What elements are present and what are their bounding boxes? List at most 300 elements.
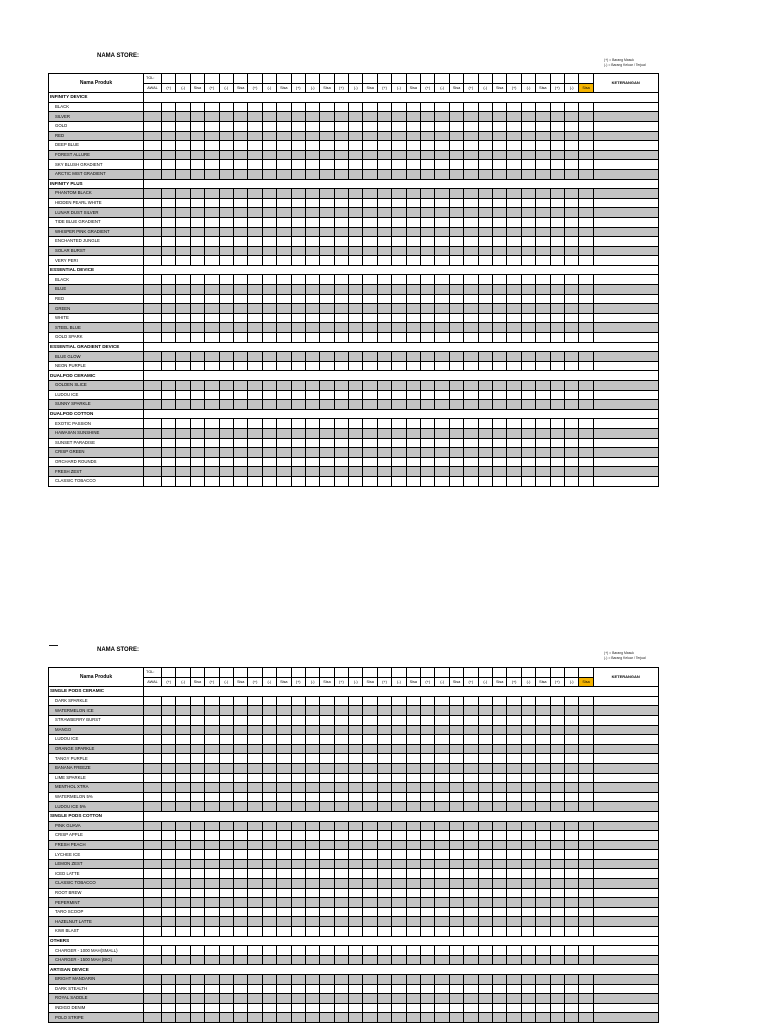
stock-cell[interactable] bbox=[219, 237, 233, 247]
stock-cell[interactable] bbox=[305, 744, 319, 754]
stock-cell[interactable] bbox=[291, 821, 305, 831]
stock-cell[interactable] bbox=[334, 792, 348, 802]
stock-cell[interactable] bbox=[190, 160, 204, 170]
stock-cell[interactable] bbox=[144, 754, 162, 764]
stock-cell[interactable] bbox=[248, 735, 262, 745]
stock-cell[interactable] bbox=[349, 783, 363, 793]
stock-cell[interactable] bbox=[305, 285, 319, 295]
stock-cell[interactable] bbox=[320, 275, 334, 285]
stock-cell[interactable] bbox=[521, 946, 535, 956]
stock-cell[interactable] bbox=[478, 821, 492, 831]
stock-cell[interactable] bbox=[320, 706, 334, 716]
stock-cell[interactable] bbox=[536, 763, 550, 773]
stock-cell[interactable] bbox=[291, 907, 305, 917]
stock-cell[interactable] bbox=[190, 744, 204, 754]
stock-cell[interactable] bbox=[521, 361, 535, 371]
stock-cell[interactable] bbox=[492, 323, 506, 333]
stock-cell[interactable] bbox=[521, 256, 535, 266]
stock-cell[interactable] bbox=[277, 428, 291, 438]
stock-cell[interactable] bbox=[521, 706, 535, 716]
stock-cell[interactable] bbox=[248, 802, 262, 812]
stock-cell[interactable] bbox=[349, 955, 363, 965]
stock-cell[interactable] bbox=[564, 361, 578, 371]
stock-cell[interactable] bbox=[464, 102, 478, 112]
stock-cell[interactable] bbox=[190, 256, 204, 266]
stock-cell[interactable] bbox=[277, 725, 291, 735]
stock-cell[interactable] bbox=[320, 994, 334, 1004]
stock-cell[interactable] bbox=[219, 946, 233, 956]
stock-cell[interactable] bbox=[176, 927, 190, 937]
stock-cell[interactable] bbox=[291, 304, 305, 314]
stock-cell[interactable] bbox=[564, 227, 578, 237]
stock-cell[interactable] bbox=[435, 831, 449, 841]
stock-cell[interactable] bbox=[363, 879, 377, 889]
stock-cell[interactable] bbox=[233, 706, 247, 716]
stock-cell[interactable] bbox=[144, 859, 162, 869]
stock-cell[interactable] bbox=[564, 927, 578, 937]
stock-cell[interactable] bbox=[449, 955, 463, 965]
stock-cell[interactable] bbox=[536, 381, 550, 391]
stock-cell[interactable] bbox=[507, 975, 521, 985]
stock-cell[interactable] bbox=[492, 428, 506, 438]
stock-cell[interactable] bbox=[406, 323, 420, 333]
stock-cell[interactable] bbox=[233, 237, 247, 247]
stock-cell[interactable] bbox=[464, 246, 478, 256]
stock-cell[interactable] bbox=[262, 831, 276, 841]
stock-cell[interactable] bbox=[435, 1013, 449, 1023]
stock-cell[interactable] bbox=[320, 428, 334, 438]
stock-cell[interactable] bbox=[219, 428, 233, 438]
stock-cell[interactable] bbox=[464, 112, 478, 122]
stock-cell[interactable] bbox=[435, 131, 449, 141]
stock-cell[interactable] bbox=[205, 457, 219, 467]
stock-cell[interactable] bbox=[349, 237, 363, 247]
stock-cell[interactable] bbox=[492, 208, 506, 218]
stock-cell[interactable] bbox=[507, 476, 521, 486]
stock-cell[interactable] bbox=[363, 831, 377, 841]
stock-cell[interactable] bbox=[205, 783, 219, 793]
stock-cell[interactable] bbox=[349, 917, 363, 927]
stock-cell[interactable] bbox=[190, 275, 204, 285]
stock-cell[interactable] bbox=[579, 476, 593, 486]
stock-cell[interactable] bbox=[449, 783, 463, 793]
stock-cell[interactable] bbox=[291, 448, 305, 458]
stock-cell[interactable] bbox=[262, 121, 276, 131]
stock-cell[interactable] bbox=[320, 333, 334, 343]
stock-cell[interactable] bbox=[449, 390, 463, 400]
stock-cell[interactable] bbox=[406, 821, 420, 831]
stock-cell[interactable] bbox=[492, 438, 506, 448]
stock-cell[interactable] bbox=[320, 131, 334, 141]
stock-cell[interactable] bbox=[205, 792, 219, 802]
stock-cell[interactable] bbox=[248, 821, 262, 831]
stock-cell[interactable] bbox=[421, 294, 435, 304]
stock-cell[interactable] bbox=[478, 879, 492, 889]
stock-cell[interactable] bbox=[363, 419, 377, 429]
stock-cell[interactable] bbox=[464, 1013, 478, 1023]
stock-cell[interactable] bbox=[334, 744, 348, 754]
stock-cell[interactable] bbox=[334, 927, 348, 937]
stock-cell[interactable] bbox=[435, 381, 449, 391]
stock-cell[interactable] bbox=[291, 237, 305, 247]
stock-cell[interactable] bbox=[176, 831, 190, 841]
stock-cell[interactable] bbox=[521, 955, 535, 965]
stock-cell[interactable] bbox=[536, 476, 550, 486]
stock-cell[interactable] bbox=[536, 333, 550, 343]
stock-cell[interactable] bbox=[233, 217, 247, 227]
stock-cell[interactable] bbox=[162, 955, 176, 965]
stock-cell[interactable] bbox=[262, 160, 276, 170]
stock-cell[interactable] bbox=[421, 696, 435, 706]
stock-cell[interactable] bbox=[363, 150, 377, 160]
stock-cell[interactable] bbox=[435, 352, 449, 362]
stock-cell[interactable] bbox=[406, 869, 420, 879]
stock-cell[interactable] bbox=[277, 102, 291, 112]
stock-cell[interactable] bbox=[550, 955, 564, 965]
stock-cell[interactable] bbox=[176, 313, 190, 323]
stock-cell[interactable] bbox=[190, 831, 204, 841]
stock-cell[interactable] bbox=[492, 400, 506, 410]
stock-cell[interactable] bbox=[550, 927, 564, 937]
stock-cell[interactable] bbox=[521, 313, 535, 323]
stock-cell[interactable] bbox=[190, 917, 204, 927]
stock-cell[interactable] bbox=[492, 237, 506, 247]
stock-cell[interactable] bbox=[478, 448, 492, 458]
stock-cell[interactable] bbox=[320, 744, 334, 754]
stock-cell[interactable] bbox=[363, 792, 377, 802]
stock-cell[interactable] bbox=[478, 773, 492, 783]
stock-cell[interactable] bbox=[464, 840, 478, 850]
stock-cell[interactable] bbox=[363, 285, 377, 295]
stock-cell[interactable] bbox=[363, 294, 377, 304]
stock-cell[interactable] bbox=[392, 821, 406, 831]
stock-cell[interactable] bbox=[478, 927, 492, 937]
stock-cell[interactable] bbox=[248, 975, 262, 985]
stock-cell[interactable] bbox=[334, 448, 348, 458]
stock-cell[interactable] bbox=[233, 198, 247, 208]
stock-cell[interactable] bbox=[435, 783, 449, 793]
stock-cell[interactable] bbox=[464, 169, 478, 179]
stock-cell[interactable] bbox=[219, 725, 233, 735]
stock-cell[interactable] bbox=[492, 888, 506, 898]
stock-cell[interactable] bbox=[421, 457, 435, 467]
stock-cell[interactable] bbox=[190, 898, 204, 908]
stock-cell[interactable] bbox=[464, 783, 478, 793]
stock-cell[interactable] bbox=[521, 390, 535, 400]
stock-cell[interactable] bbox=[277, 313, 291, 323]
stock-cell[interactable] bbox=[507, 994, 521, 1004]
stock-cell[interactable] bbox=[406, 313, 420, 323]
stock-cell[interactable] bbox=[144, 869, 162, 879]
stock-cell[interactable] bbox=[507, 898, 521, 908]
stock-cell[interactable] bbox=[248, 859, 262, 869]
stock-cell[interactable] bbox=[248, 112, 262, 122]
stock-cell[interactable] bbox=[320, 381, 334, 391]
stock-cell[interactable] bbox=[492, 304, 506, 314]
stock-cell[interactable] bbox=[449, 448, 463, 458]
stock-cell[interactable] bbox=[492, 131, 506, 141]
stock-cell[interactable] bbox=[377, 304, 391, 314]
stock-cell[interactable] bbox=[435, 169, 449, 179]
stock-cell[interactable] bbox=[435, 467, 449, 477]
stock-cell[interactable] bbox=[521, 783, 535, 793]
stock-cell[interactable] bbox=[363, 467, 377, 477]
stock-cell[interactable] bbox=[219, 285, 233, 295]
stock-cell[interactable] bbox=[435, 438, 449, 448]
stock-cell[interactable] bbox=[176, 198, 190, 208]
stock-cell[interactable] bbox=[449, 112, 463, 122]
stock-cell[interactable] bbox=[449, 831, 463, 841]
stock-cell[interactable] bbox=[349, 323, 363, 333]
stock-cell[interactable] bbox=[464, 256, 478, 266]
stock-cell[interactable] bbox=[291, 831, 305, 841]
stock-cell[interactable] bbox=[248, 792, 262, 802]
stock-cell[interactable] bbox=[435, 313, 449, 323]
stock-cell[interactable] bbox=[392, 754, 406, 764]
stock-cell[interactable] bbox=[349, 198, 363, 208]
stock-cell[interactable] bbox=[162, 333, 176, 343]
stock-cell[interactable] bbox=[464, 438, 478, 448]
stock-cell[interactable] bbox=[377, 227, 391, 237]
stock-cell[interactable] bbox=[144, 112, 162, 122]
stock-cell[interactable] bbox=[478, 131, 492, 141]
stock-cell[interactable] bbox=[421, 419, 435, 429]
stock-cell[interactable] bbox=[277, 169, 291, 179]
stock-cell[interactable] bbox=[478, 696, 492, 706]
stock-cell[interactable] bbox=[464, 715, 478, 725]
stock-cell[interactable] bbox=[435, 419, 449, 429]
stock-cell[interactable] bbox=[478, 438, 492, 448]
stock-cell[interactable] bbox=[248, 390, 262, 400]
stock-cell[interactable] bbox=[144, 850, 162, 860]
stock-cell[interactable] bbox=[550, 102, 564, 112]
stock-cell[interactable] bbox=[277, 467, 291, 477]
stock-cell[interactable] bbox=[449, 217, 463, 227]
stock-cell[interactable] bbox=[305, 754, 319, 764]
stock-cell[interactable] bbox=[363, 361, 377, 371]
stock-cell[interactable] bbox=[536, 792, 550, 802]
stock-cell[interactable] bbox=[233, 428, 247, 438]
stock-cell[interactable] bbox=[262, 763, 276, 773]
stock-cell[interactable] bbox=[162, 783, 176, 793]
stock-cell[interactable] bbox=[507, 169, 521, 179]
stock-cell[interactable] bbox=[162, 879, 176, 889]
stock-cell[interactable] bbox=[320, 898, 334, 908]
stock-cell[interactable] bbox=[550, 783, 564, 793]
stock-cell[interactable] bbox=[144, 323, 162, 333]
stock-cell[interactable] bbox=[363, 994, 377, 1004]
stock-cell[interactable] bbox=[248, 850, 262, 860]
stock-cell[interactable] bbox=[190, 304, 204, 314]
stock-cell[interactable] bbox=[277, 150, 291, 160]
stock-cell[interactable] bbox=[262, 237, 276, 247]
stock-cell[interactable] bbox=[406, 994, 420, 1004]
stock-cell[interactable] bbox=[144, 438, 162, 448]
stock-cell[interactable] bbox=[334, 198, 348, 208]
stock-cell[interactable] bbox=[320, 141, 334, 151]
stock-cell[interactable] bbox=[449, 467, 463, 477]
stock-cell[interactable] bbox=[521, 754, 535, 764]
stock-cell[interactable] bbox=[162, 102, 176, 112]
stock-cell[interactable] bbox=[205, 352, 219, 362]
stock-cell[interactable] bbox=[262, 275, 276, 285]
stock-cell[interactable] bbox=[564, 150, 578, 160]
stock-cell[interactable] bbox=[233, 361, 247, 371]
stock-cell[interactable] bbox=[248, 256, 262, 266]
stock-cell[interactable] bbox=[144, 831, 162, 841]
stock-cell[interactable] bbox=[550, 169, 564, 179]
stock-cell[interactable] bbox=[406, 438, 420, 448]
stock-cell[interactable] bbox=[277, 754, 291, 764]
stock-cell[interactable] bbox=[550, 256, 564, 266]
stock-cell[interactable] bbox=[349, 869, 363, 879]
stock-cell[interactable] bbox=[162, 984, 176, 994]
stock-cell[interactable] bbox=[550, 333, 564, 343]
stock-cell[interactable] bbox=[564, 121, 578, 131]
stock-cell[interactable] bbox=[291, 917, 305, 927]
stock-cell[interactable] bbox=[262, 419, 276, 429]
stock-cell[interactable] bbox=[277, 859, 291, 869]
stock-cell[interactable] bbox=[205, 400, 219, 410]
stock-cell[interactable] bbox=[190, 313, 204, 323]
stock-cell[interactable] bbox=[219, 831, 233, 841]
stock-cell[interactable] bbox=[305, 400, 319, 410]
stock-cell[interactable] bbox=[478, 419, 492, 429]
stock-cell[interactable] bbox=[406, 850, 420, 860]
stock-cell[interactable] bbox=[564, 333, 578, 343]
stock-cell[interactable] bbox=[176, 419, 190, 429]
stock-cell[interactable] bbox=[334, 333, 348, 343]
stock-cell[interactable] bbox=[579, 715, 593, 725]
stock-cell[interactable] bbox=[248, 198, 262, 208]
stock-cell[interactable] bbox=[579, 879, 593, 889]
stock-cell[interactable] bbox=[449, 333, 463, 343]
stock-cell[interactable] bbox=[435, 802, 449, 812]
stock-cell[interactable] bbox=[262, 725, 276, 735]
stock-cell[interactable] bbox=[233, 984, 247, 994]
stock-cell[interactable] bbox=[564, 898, 578, 908]
stock-cell[interactable] bbox=[464, 725, 478, 735]
stock-cell[interactable] bbox=[334, 984, 348, 994]
stock-cell[interactable] bbox=[176, 448, 190, 458]
stock-cell[interactable] bbox=[492, 112, 506, 122]
stock-cell[interactable] bbox=[233, 352, 247, 362]
stock-cell[interactable] bbox=[521, 131, 535, 141]
stock-cell[interactable] bbox=[421, 850, 435, 860]
stock-cell[interactable] bbox=[449, 696, 463, 706]
stock-cell[interactable] bbox=[363, 840, 377, 850]
stock-cell[interactable] bbox=[305, 217, 319, 227]
stock-cell[interactable] bbox=[144, 946, 162, 956]
stock-cell[interactable] bbox=[233, 457, 247, 467]
stock-cell[interactable] bbox=[291, 323, 305, 333]
stock-cell[interactable] bbox=[363, 381, 377, 391]
stock-cell[interactable] bbox=[492, 285, 506, 295]
stock-cell[interactable] bbox=[550, 821, 564, 831]
stock-cell[interactable] bbox=[435, 706, 449, 716]
stock-cell[interactable] bbox=[377, 744, 391, 754]
stock-cell[interactable] bbox=[248, 381, 262, 391]
stock-cell[interactable] bbox=[521, 888, 535, 898]
stock-cell[interactable] bbox=[564, 448, 578, 458]
stock-cell[interactable] bbox=[277, 706, 291, 716]
stock-cell[interactable] bbox=[176, 744, 190, 754]
stock-cell[interactable] bbox=[435, 994, 449, 1004]
stock-cell[interactable] bbox=[190, 150, 204, 160]
stock-cell[interactable] bbox=[564, 304, 578, 314]
stock-cell[interactable] bbox=[176, 256, 190, 266]
stock-cell[interactable] bbox=[377, 792, 391, 802]
stock-cell[interactable] bbox=[144, 1003, 162, 1013]
stock-cell[interactable] bbox=[349, 975, 363, 985]
stock-cell[interactable] bbox=[262, 381, 276, 391]
stock-cell[interactable] bbox=[449, 715, 463, 725]
stock-cell[interactable] bbox=[190, 323, 204, 333]
stock-cell[interactable] bbox=[363, 907, 377, 917]
stock-cell[interactable] bbox=[262, 955, 276, 965]
stock-cell[interactable] bbox=[305, 141, 319, 151]
stock-cell[interactable] bbox=[449, 237, 463, 247]
stock-cell[interactable] bbox=[176, 476, 190, 486]
stock-cell[interactable] bbox=[536, 715, 550, 725]
stock-cell[interactable] bbox=[190, 725, 204, 735]
stock-cell[interactable] bbox=[521, 217, 535, 227]
stock-cell[interactable] bbox=[363, 390, 377, 400]
stock-cell[interactable] bbox=[406, 275, 420, 285]
stock-cell[interactable] bbox=[579, 946, 593, 956]
stock-cell[interactable] bbox=[320, 840, 334, 850]
stock-cell[interactable] bbox=[377, 457, 391, 467]
stock-cell[interactable] bbox=[421, 773, 435, 783]
stock-cell[interactable] bbox=[363, 754, 377, 764]
stock-cell[interactable] bbox=[392, 869, 406, 879]
stock-cell[interactable] bbox=[305, 381, 319, 391]
stock-cell[interactable] bbox=[305, 323, 319, 333]
stock-cell[interactable] bbox=[248, 131, 262, 141]
stock-cell[interactable] bbox=[550, 381, 564, 391]
stock-cell[interactable] bbox=[507, 256, 521, 266]
stock-cell[interactable] bbox=[464, 198, 478, 208]
stock-cell[interactable] bbox=[144, 313, 162, 323]
stock-cell[interactable] bbox=[449, 323, 463, 333]
stock-cell[interactable] bbox=[248, 333, 262, 343]
stock-cell[interactable] bbox=[291, 725, 305, 735]
stock-cell[interactable] bbox=[144, 381, 162, 391]
stock-cell[interactable] bbox=[392, 476, 406, 486]
stock-cell[interactable] bbox=[421, 237, 435, 247]
stock-cell[interactable] bbox=[291, 859, 305, 869]
stock-cell[interactable] bbox=[219, 141, 233, 151]
stock-cell[interactable] bbox=[536, 352, 550, 362]
stock-cell[interactable] bbox=[305, 112, 319, 122]
stock-cell[interactable] bbox=[334, 323, 348, 333]
stock-cell[interactable] bbox=[478, 304, 492, 314]
stock-cell[interactable] bbox=[291, 333, 305, 343]
stock-cell[interactable] bbox=[176, 428, 190, 438]
stock-cell[interactable] bbox=[233, 419, 247, 429]
stock-cell[interactable] bbox=[421, 754, 435, 764]
stock-cell[interactable] bbox=[406, 169, 420, 179]
stock-cell[interactable] bbox=[478, 831, 492, 841]
stock-cell[interactable] bbox=[392, 696, 406, 706]
stock-cell[interactable] bbox=[334, 821, 348, 831]
stock-cell[interactable] bbox=[219, 150, 233, 160]
stock-cell[interactable] bbox=[233, 141, 247, 151]
stock-cell[interactable] bbox=[579, 696, 593, 706]
stock-cell[interactable] bbox=[406, 448, 420, 458]
stock-cell[interactable] bbox=[334, 898, 348, 908]
stock-cell[interactable] bbox=[536, 840, 550, 850]
